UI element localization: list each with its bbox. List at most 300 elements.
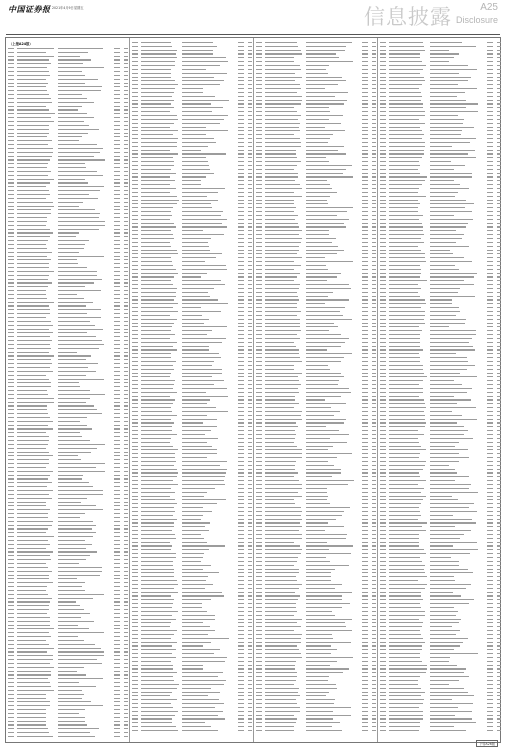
fund-company-text [17,244,46,245]
row-number-text [8,379,14,380]
row-number-text [132,396,138,397]
status-text [124,336,128,337]
row-number-text [132,622,138,623]
fund-company-text [141,465,174,466]
status-text [248,469,252,470]
row-number-text [132,499,138,500]
fund-company-text [265,165,297,166]
status-text [248,496,252,497]
fund-name-text [182,645,203,646]
row-number-text [8,482,14,483]
fund-name-text [58,125,90,126]
fund-company-text [17,282,52,283]
status-text [372,238,376,239]
status-text [248,692,252,693]
fund-company-text [265,230,302,231]
row-number-text [8,436,14,437]
status-text [372,134,376,135]
status-text [124,605,128,606]
fund-name-text [58,86,102,87]
status-text [248,399,252,400]
fund-company-text [265,80,295,81]
fund-name-text [58,163,86,164]
fund-name-text [58,428,92,429]
row-number-text [8,198,14,199]
fund-name-text [182,553,204,554]
fund-company-text [141,384,174,385]
fund-company-text [17,79,46,80]
fund-company-text [17,663,50,664]
status-text [248,292,252,293]
fund-name-text [182,53,214,54]
fund-name-text [182,226,228,227]
fund-company-text [265,84,300,85]
fund-company-text [17,405,47,406]
row-number-text [256,111,262,112]
fund-name-text [58,152,100,153]
status-text [124,352,128,353]
status-text [248,130,252,131]
fund-name-text [182,569,203,570]
fund-company-text [265,396,295,397]
table-row [8,735,128,739]
fund-company-text [17,701,50,702]
row-number-text [256,153,262,154]
status-text [248,722,252,723]
fund-name-text [182,403,207,404]
row-number [132,729,141,733]
fund-name-text [306,188,332,189]
row-number-text [8,440,14,441]
status-text [248,127,252,128]
fund-name-text [182,200,218,201]
fund-name-text [306,142,328,143]
fund-company-text [17,528,48,529]
row-number-text [256,334,262,335]
row-number-text [8,736,14,737]
row-number-text [8,678,14,679]
row-number-text [8,540,14,541]
fund-company-text [17,144,48,145]
fund-name-text [182,369,223,370]
fund-company-text [141,396,170,397]
fund-name-text [182,280,221,281]
fund-name-text [58,698,83,699]
fund-name-text [182,549,210,550]
status-text [124,548,128,549]
fund-name-text [58,279,102,280]
row-number-text [8,667,14,668]
row-number-text [132,572,138,573]
status-text [372,388,376,389]
fund-name-text [182,461,227,462]
fund-company-text [265,57,294,58]
fund-name-text [58,440,90,441]
row-number-text [256,253,262,254]
row-number-text [8,229,14,230]
row-number-text [132,603,138,604]
row-number-text [8,290,14,291]
row-number-text [256,365,262,366]
fund-name-text [58,444,105,445]
status-text [248,338,252,339]
fund-name-text [182,273,207,274]
fund-name-text [182,188,225,189]
status-text [124,90,128,91]
status-text [372,84,376,85]
fund-company-text [141,292,176,293]
status-text [124,71,128,72]
table-row [132,729,252,733]
row-number-text [132,569,138,570]
status-text [124,459,128,460]
status-text [248,569,252,570]
status-text [124,275,128,276]
fund-name-text [58,136,82,137]
status-text [248,576,252,577]
status-text [372,103,376,104]
status-text [248,246,252,247]
fund-company-text [265,200,294,201]
fund-name-text [58,605,80,606]
row-number-text [8,102,14,103]
status-text [248,488,252,489]
status-text [372,153,376,154]
row-number-text [8,332,14,333]
fund-company-text [17,302,54,303]
fund-company-text [17,721,46,722]
fund-company-text [17,86,46,87]
fund-company-text [141,142,177,143]
fund-name-text [58,56,81,57]
fund-company-text [141,150,170,151]
fund-company-text [265,100,302,101]
status-text [372,57,376,58]
row-number-text [256,373,262,374]
row-number-text [132,642,138,643]
status-text [372,200,376,201]
status-text [248,557,252,558]
fund-name-text [182,692,221,693]
fund-name-text [182,365,212,366]
status-text [248,69,252,70]
row-number-text [8,317,14,318]
status-text [248,134,252,135]
fund-company-text [141,319,177,320]
fund-company-text [17,678,48,679]
status-text [124,402,128,403]
status-text [372,323,376,324]
fund-company-text [141,365,173,366]
fund-company-text [265,357,300,358]
status-text [124,263,128,264]
fund-name-text [306,127,325,128]
status-text [248,146,252,147]
fund-name-text [182,661,225,662]
row-number-text [132,434,138,435]
status-text [372,211,376,212]
status-text [124,463,128,464]
fund-name-text [58,671,77,672]
status-text [372,353,376,354]
status-text [124,344,128,345]
fund-name-text [182,472,226,473]
row-number-text [8,598,14,599]
fund-company-text [141,446,173,447]
status-text [248,323,252,324]
fund-name-text [182,146,208,147]
fund-name-text [58,563,79,564]
fund-company-text [141,576,174,577]
fund-name-text [306,157,326,158]
row-number-text [8,63,14,64]
fund-name-text [306,307,345,308]
fund-company-text [17,698,46,699]
fund-company-text [141,215,172,216]
fund-company-text [17,109,49,110]
status-text [248,626,252,627]
status-text [124,298,128,299]
fund-name-text [58,532,96,533]
fund-name-text [182,630,215,631]
fund-name-text [58,663,102,664]
status-text [372,299,376,300]
row-number-text [132,634,138,635]
fund-company-text [141,668,173,669]
status-text [372,307,376,308]
fund-company-text [17,567,48,568]
fund-company-text [17,305,49,306]
row-number-text [256,157,262,158]
status-text [248,415,252,416]
fund-name-text [182,111,212,112]
row-number-text [8,221,14,222]
row-number-text [8,428,14,429]
row-number-text [8,156,14,157]
status-text [248,223,252,224]
fund-name-text [182,211,223,212]
row-number-text [256,342,262,343]
fund-name-text [58,732,90,733]
status-text [124,152,128,153]
fund-name-text [58,179,86,180]
status-text [372,119,376,120]
status-text [124,486,128,487]
fund-name-text [306,269,328,270]
fund-name-text [182,588,205,589]
row-number-text [132,53,138,54]
row-number-text [8,701,14,702]
fund-company-text [141,103,171,104]
fund-company-text [141,253,178,254]
row-number-text [256,219,262,220]
row-number-text [132,426,138,427]
status-text [124,505,128,506]
fund-name-text [182,207,212,208]
fund-name-text [182,595,224,596]
status-text [248,311,252,312]
row-number-text [8,179,14,180]
row-number-text [256,65,262,66]
fund-company-text [141,138,178,139]
fund-company-text [17,536,54,537]
status-text [372,88,376,89]
fund-name-text [58,129,100,130]
row-number-text [132,292,138,293]
status-text [124,448,128,449]
fund-company-text [265,157,297,158]
fund-company-text [141,442,170,443]
row-number-text [256,246,262,247]
fund-company-text [141,438,171,439]
row-number-text [132,722,138,723]
row-number-text [132,353,138,354]
status-text [248,257,252,258]
row-number-text [8,140,14,141]
fund-name-cell [182,729,235,733]
fund-company-text [141,695,170,696]
fund-company-text [141,57,177,58]
fund-company-text [17,682,50,683]
fund-company-text [17,705,50,706]
row-number-text [256,357,262,358]
fund-name-text [182,303,228,304]
fund-name-text [306,111,330,112]
status-text [248,42,252,43]
fund-company-text [141,234,173,235]
fund-company-text [141,611,178,612]
fund-name-text [182,192,218,193]
fund-company-text [265,127,299,128]
fund-name-text [182,361,215,362]
row-number-text [132,653,138,654]
status-text [124,513,128,514]
fund-name-text [182,668,203,669]
row-number-text [8,186,14,187]
fund-company-text [141,357,171,358]
fund-name-text [306,100,347,101]
fund-company-text [265,315,297,316]
table-column [6,38,130,742]
row-number-text [132,384,138,385]
row-number-text [132,153,138,154]
row-number-text [132,415,138,416]
fund-name-text [182,492,207,493]
fund-name-text [58,659,97,660]
status-text [372,203,376,204]
fund-company-text [265,326,300,327]
status-text [248,484,252,485]
fund-company-text [17,371,53,372]
fund-name-text [182,357,221,358]
fund-name-text [58,471,105,472]
fund-company-text [141,657,176,658]
fund-name-text [182,507,203,508]
fund-company-text [141,84,178,85]
status-text [248,280,252,281]
fund-name-text [58,463,105,464]
fund-company-text [141,534,175,535]
fund-name-text [182,642,211,643]
fund-name-text [182,522,210,523]
status-text [248,376,252,377]
status-text [248,638,252,639]
fund-name-text [182,169,210,170]
fund-name-text [306,96,336,97]
row-number-text [8,567,14,568]
fund-company-text [17,279,48,280]
fund-company-text [265,238,302,239]
status-text [248,684,252,685]
status-text [372,169,376,170]
status-text [124,640,128,641]
fund-company-text [141,107,174,108]
status-text [124,444,128,445]
status-text [248,453,252,454]
fund-company-text [141,522,174,523]
status-text [124,259,128,260]
status-text [372,365,376,366]
fund-name-text [306,192,337,193]
fund-name-text [58,213,101,214]
row-number-text [8,613,14,614]
row-number-text [8,505,14,506]
row-number-text [8,59,14,60]
fund-company-text [17,728,48,729]
status-text [248,234,252,235]
fund-company-text [141,161,174,162]
status-text [248,349,252,350]
status-text [248,207,252,208]
fund-name-text [182,438,218,439]
row-number-text [8,386,14,387]
row-number-text [132,380,138,381]
fund-name-text [182,422,204,423]
fund-name-text [58,475,83,476]
row-number-text [8,106,14,107]
fund-company-text [265,107,294,108]
row-number-text [8,728,14,729]
row-number-text [8,402,14,403]
fund-company-text [17,690,54,691]
row-number-text [8,209,14,210]
status-text [124,555,128,556]
row-number-text [256,77,262,78]
fund-name-text [58,467,96,468]
fund-name-text [58,98,87,99]
fund-company-text [265,207,296,208]
row-number-text [256,100,262,101]
fund-name-text [182,619,215,620]
fund-company-text [17,486,47,487]
fund-company-text [141,426,172,427]
row-number-text [8,133,14,134]
fund-name-text [58,109,78,110]
row-number-text [8,536,14,537]
status-text [248,50,252,51]
status-text [124,379,128,380]
row-number-text [8,321,14,322]
fund-company-text [141,53,176,54]
status-text [124,371,128,372]
status-text [372,142,376,143]
fund-company-text [265,365,294,366]
row-number-text [256,115,262,116]
row-number-text [8,559,14,560]
fund-name-text [182,446,212,447]
fund-company-text [265,323,300,324]
fund-company-text [265,50,301,51]
